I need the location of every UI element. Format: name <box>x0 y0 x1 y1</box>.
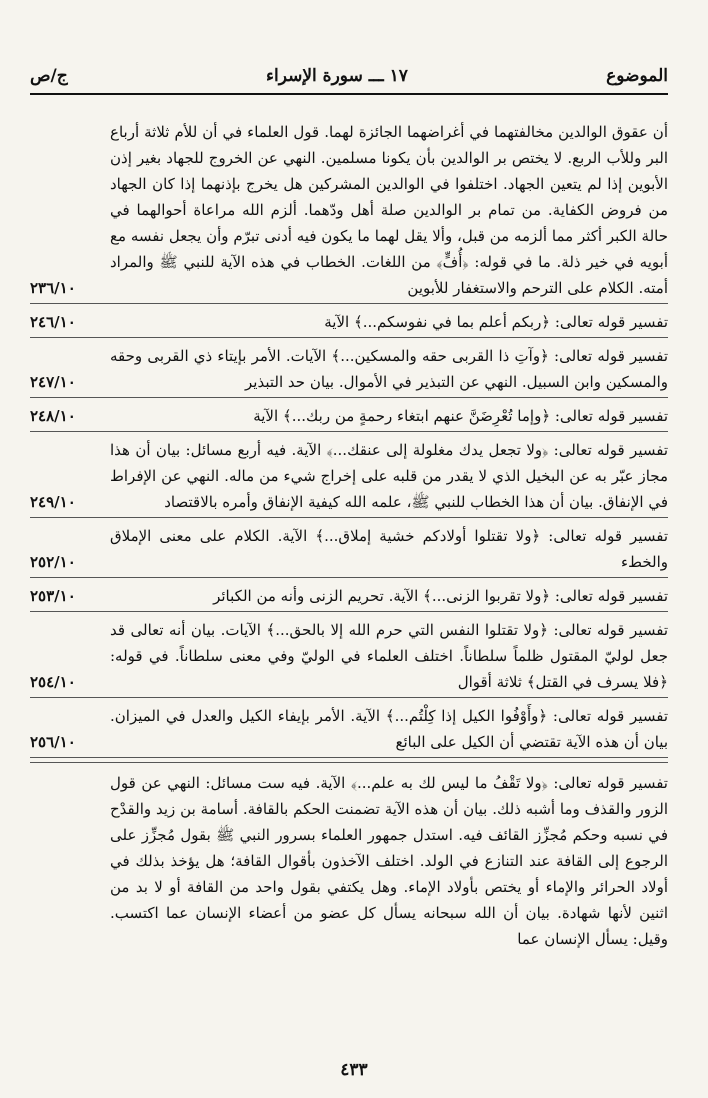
section-divider <box>30 762 668 763</box>
index-entry <box>30 308 668 338</box>
entry-text: تفسير قوله تعالى: ﴿ولا تقتلوا أولادكم خشية إملاق...﴾ الآية. الكلام على معنى الإملاق والخطء <box>110 527 668 571</box>
entry-reference: ٢٣٦/١٠ <box>30 279 76 297</box>
index-entry <box>30 402 668 432</box>
entry-text: تفسير قوله تعالى: ﴿ولا تَقْفُ ما ليس لك به علم...﴾ الآية. فيه ست مسائل: النهي عن قول الزور والقذف وما أشبه ذلك. بيان أن هذه الآية تضمنت الحكم بالقافة. أسامة بن زيد والقدْح في نسبه وحكم مُجزِّز القائف فيه. استدل جمهور العلماء بسرور النبي ﷺ بقول مُجزِّز على الرجوع إلى القافة عند التنازع في الولد. اختلف الآخذون بأقوال القافة؛ هل يؤخذ بذلك في أولاد الحرائر والإماء أو يختص بأولاد الإماء. وهل يكتفي بقول واحد من القافة أو لا بد من اثنين لأنها شهادة. بيان أن الله سبحانه يسأل كل عضو من أعضاء الإنسان عما اكتسب. وقيل: يسأل الإنسان عما <box>110 774 668 948</box>
entry-reference: ٢٥٣/١٠ <box>30 587 76 605</box>
index-entry <box>30 522 668 578</box>
entry-text: تفسير قوله تعالى: ﴿ولا تجعل يدك مغلولة إلى عنقك...﴾ الآية. فيه أربع مسائل: بيان أن هذا مجاز عبّر به عن البخيل الذي لا يقدر من قلبه على إخراج شيء من ماله. النهي عن الإفراط في الإنفاق. بيان أن هذا الخطاب للنبي ﷺ، علمه الله كيفية الإنفاق وأمره بالاقتصاد <box>110 441 668 511</box>
index-entry <box>30 118 668 304</box>
index-entries <box>30 118 668 958</box>
entry-reference: ٢٥٤/١٠ <box>30 673 76 691</box>
entry-reference: ٢٤٦/١٠ <box>30 313 76 331</box>
entry-text: تفسير قوله تعالى: ﴿ولا تقتلوا النفس التي حرم الله إلا بالحق...﴾ الآيات. بيان أنه تعالى قد جعل لوليّ المقتول ظلماً سلطاناً. اختلف العلماء في الوليّ وفي معنى سلطاناً. في قوله: ﴿فلا يسرف في القتل﴾ ثلاثة أقوال <box>110 621 668 691</box>
entry-text: تفسير قوله تعالى: ﴿وأَوْفُوا الكيل إذا كِلْتُم...﴾ الآية. الأمر بإيفاء الكيل والعدل في الميزان. بيان أن هذه الآية تقتضي أن الكيل على البائع <box>110 707 668 751</box>
page-header <box>30 62 668 90</box>
entry-reference: ٢٤٨/١٠ <box>30 407 76 425</box>
volume-page-column-label: ج/ص <box>30 66 68 86</box>
entry-text: أن عقوق الوالدين مخالفتهما في أغراضهما الجائزة لهما. قول العلماء في أن للأم ثلاثة أرباع البر وللأب الربع. لا يختص بر الوالدين بأن يكونا مسلمين. النهي عن الخروج للجهاد بغير إذن الأبوين إذا لم يتعين الجهاد. اختلفوا في الوالدين المشركين هل يخرج بإذنهما إذا كان الجهاد من فروض الكفاية. من تمام بر الوالدين صلة أهل ودّهما. ألزم الله مراعاة أحوالهما في حالة الكبر أكثر مما ألزمه من قبل، وألا يقل لهما ما يكون فيه أدنى تبرّم وأن يجعل نفسه مع أبويه في خير ذلة. ما في قوله: ﴿أُفٍّ﴾ من اللغات. الخطاب في هذه الآية للنبي ﷺ والمراد أمته. الكلام على الترحم والاستغفار للأبوين <box>110 123 668 297</box>
entry-reference: ٢٥٦/١٠ <box>30 733 76 751</box>
index-entry <box>30 582 668 612</box>
topic-column-label: الموضوع <box>606 66 668 86</box>
entry-reference: ٢٤٧/١٠ <box>30 373 76 391</box>
entry-reference: ٢٥٢/١٠ <box>30 553 76 571</box>
index-entry <box>30 769 668 954</box>
header-divider <box>30 93 668 95</box>
index-entry <box>30 436 668 518</box>
entry-text: تفسير قوله تعالى: ﴿ربكم أعلم بما في نفوسكم...﴾ الآية <box>324 313 668 331</box>
index-entry <box>30 616 668 698</box>
surah-title: ١٧ ـــ سورة الإسراء <box>266 66 408 86</box>
index-entry <box>30 702 668 758</box>
index-entry <box>30 342 668 398</box>
entry-text: تفسير قوله تعالى: ﴿وآتِ ذا القربى حقه والمسكين...﴾ الآيات. الأمر بإيتاء ذي القربى وحقه والمسكين وابن السبيل. النهي عن التبذير في الأموال. بيان حد التبذير <box>110 347 668 391</box>
entry-reference: ٢٤٩/١٠ <box>30 493 76 511</box>
entry-text: تفسير قوله تعالى: ﴿وإما تُعْرِضَنَّ عنهم ابتغاء رحمةٍ من ربك...﴾ الآية <box>253 407 668 425</box>
page-number: ٤٣٣ <box>340 1060 368 1080</box>
entry-text: تفسير قوله تعالى: ﴿ولا تقربوا الزنى...﴾ الآية. تحريم الزنى وأنه من الكبائر <box>213 587 668 605</box>
